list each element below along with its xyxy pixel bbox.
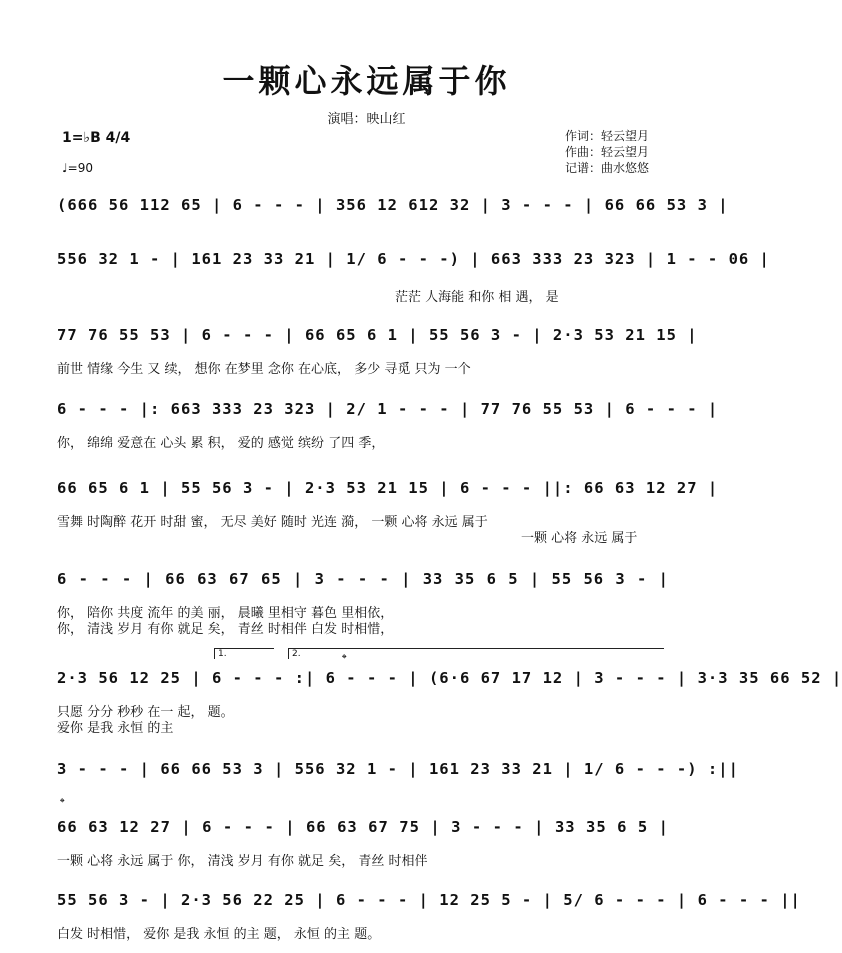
lyric-line: 一颗 心将 永远 属于 你， 清浅 岁月 有你 就足 矣， 青丝 时相伴: [57, 854, 428, 869]
composer-credit: 作曲：轻云望月: [565, 145, 650, 159]
notation-line: (666 56 112 65 | 6 - - - | 356 12 612 32 | 3 - - - | 66 66 53 3 |: [57, 196, 729, 214]
notation-line: 3 - - - | 66 66 53 3 | 556 32 1 - | 161 23 33 21 | 1/ 6 - - -) :||: [57, 760, 739, 778]
lyric-line: 前世 情缘 今生 又 续， 想你 在梦里 念你 在心底， 多少 寻觅 只为 一个: [57, 362, 471, 377]
notation-line: 77 76 55 53 | 6 - - - | 66 65 6 1 | 55 56 3 - | 2·3 53 21 15 |: [57, 326, 698, 344]
song-title: 一颗心永远属于你: [222, 62, 511, 100]
lyric-line: 你， 绵绵 爱意在 心头 累 积， 爱的 感觉 缤纷 了四 季，: [57, 436, 385, 451]
tempo-marking: ♩=90: [62, 161, 93, 175]
notation-line: 556 32 1 - | 161 23 33 21 | 1/ 6 - - -) | 663 333 23 323 | 1 - - 06 |: [57, 250, 770, 268]
credits-block: [565, 128, 649, 176]
notation-line: 6 - - - | 66 63 67 65 | 3 - - - | 33 35 6 5 | 55 56 3 - |: [57, 570, 669, 588]
volta-2: 2.: [288, 648, 664, 659]
lyric-line: 只愿 分分 秒秒 在一 起， 题。: [57, 705, 234, 720]
coda-sign-2: 𝄌: [60, 796, 65, 811]
notation-line: 66 63 12 27 | 6 - - - | 66 63 67 75 | 3 - - - | 33 35 6 5 |: [57, 818, 669, 836]
coda-sign: 𝄌: [342, 652, 347, 667]
key-signature: 1=♭B 4/4: [62, 130, 131, 146]
lyric-line-verse-2: 你， 清浅 岁月 有你 就足 矣， 青丝 时相伴 白发 时相惜，: [57, 622, 394, 637]
notation-line: 66 65 6 1 | 55 56 3 - | 2·3 53 21 15 | 6 - - - ||: 66 63 12 27 |: [57, 479, 719, 497]
lyric-line: 你， 陪你 共度 流年 的美 丽， 晨曦 里相守 暮色 里相依，: [57, 606, 394, 621]
lyric-line-verse-2: 爱你 是我 永恒 的主: [57, 721, 174, 736]
notation-line: 6 - - - |: 663 333 23 323 | 2/ 1 - - - | 77 76 55 53 | 6 - - - |: [57, 400, 719, 418]
lyric-line: 白发 时相惜， 爱你 是我 永恒 的主 题， 永恒 的主 题。: [57, 927, 381, 942]
notation-line: 55 56 3 - | 2·3 56 22 25 | 6 - - - | 12 25 5 - | 5/ 6 - - - | 6 - - - ||: [57, 891, 801, 909]
lyric-line: 雪舞 时陶醉 花开 时甜 蜜， 无尽 美好 随时 光连 漪， 一颗 心将 永远 属于: [57, 515, 488, 530]
notation-line: 2·3 56 12 25 | 6 - - - :| 6 - - - | (6·6 67 17 12 | 3 - - - | 3·3 35 66 52 |: [57, 669, 842, 687]
singer-credit: 演唱：映山红: [327, 112, 406, 127]
transcriber-credit: 记谱：曲水悠悠: [565, 161, 650, 175]
lyric-line-verse-2: 一颗 心将 永远 属于: [521, 531, 638, 546]
lyricist-credit: 作词：轻云望月: [565, 129, 650, 143]
lyric-line: 茫茫 人海能 和你 相 遇， 是: [395, 290, 559, 305]
volta-1: 1.: [214, 648, 274, 659]
